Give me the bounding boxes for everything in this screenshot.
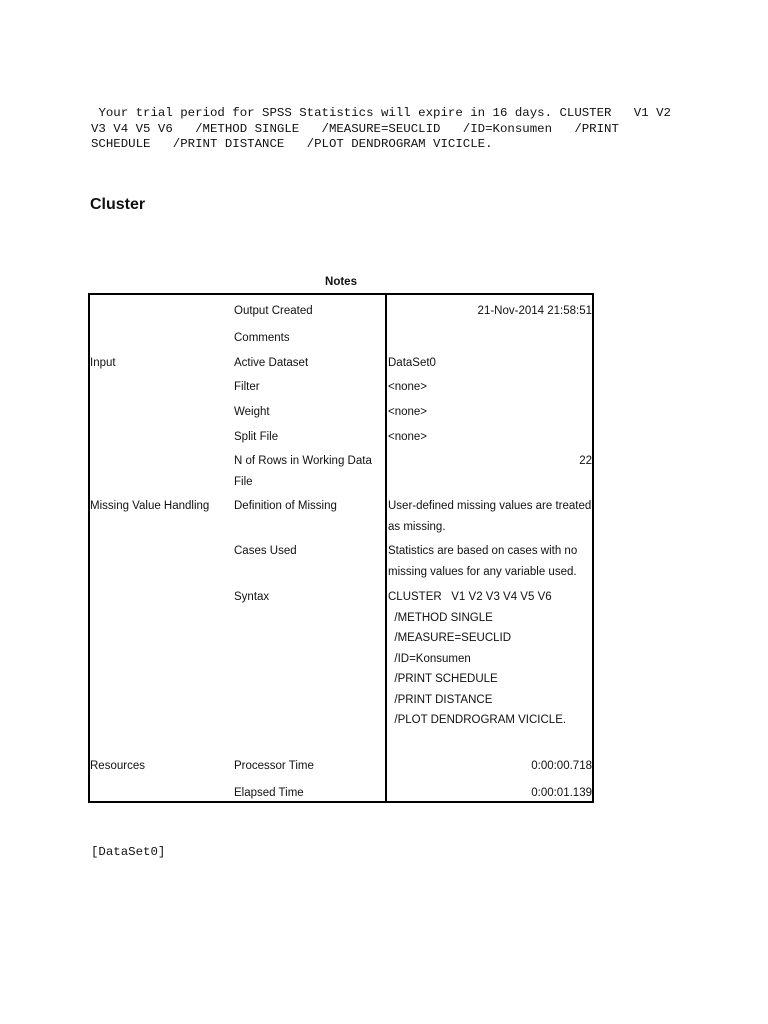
row-value-syntax: CLUSTER V1 V2 V3 V4 V5 V6 /METHOD SINGLE /MEASURE=SEUCLID /ID=Konsumen /PRINT SCHEDULE /PRINT DISTANCE /PLOT DENDROGRAM VICICLE. xyxy=(388,591,567,726)
row-value-processor-time: 0:00:00.718 xyxy=(531,760,592,772)
row-value-n-rows: 22 xyxy=(579,455,592,467)
row-label-weight: Weight xyxy=(234,406,270,418)
section-heading: Cluster xyxy=(90,196,146,213)
row-value-definition-of-missing: User-defined missing values are treated as missing. xyxy=(388,500,592,533)
row-value-active-dataset: DataSet0 xyxy=(388,357,436,369)
group-label-resources: Resources xyxy=(90,760,145,772)
trial-log-text: Your trial period for SPSS Statistics will expire in 16 days. CLUSTER V1 V2 V3 V4 V5 V6 /METHOD SINGLE /MEASURE=SEUCLID /ID=Konsumen /PRINT SCHEDULE /PRINT DISTANCE /PLOT DENDROGRAM VICICLE. xyxy=(91,106,671,151)
group-label-missing: Missing Value Handling xyxy=(90,500,210,512)
row-label-active-dataset: Active Dataset xyxy=(234,357,309,369)
row-value-elapsed-time: 0:00:01.139 xyxy=(531,787,592,799)
row-value-filter: <none> xyxy=(388,381,428,393)
row-label-processor-time: Processor Time xyxy=(234,760,314,772)
table-column-divider xyxy=(385,293,387,803)
row-label-output-created: Output Created xyxy=(234,305,313,317)
row-label-syntax: Syntax xyxy=(234,591,270,603)
group-label-input: Input xyxy=(90,357,116,369)
row-value-split-file: <none> xyxy=(388,431,428,443)
row-label-cases-used: Cases Used xyxy=(234,545,297,557)
row-label-definition-of-missing: Definition of Missing xyxy=(234,500,337,512)
row-value-cases-used: Statistics are based on cases with no missing values for any variable used. xyxy=(388,545,578,578)
dataset-tag: [DataSet0] xyxy=(91,845,166,859)
row-value-output-created: 21-Nov-2014 21:58:51 xyxy=(477,305,592,317)
row-label-split-file: Split File xyxy=(234,431,279,443)
row-label-comments: Comments xyxy=(234,332,290,344)
row-value-weight: <none> xyxy=(388,406,428,418)
row-label-n-rows: N of Rows in Working Data File xyxy=(234,455,372,488)
row-label-elapsed-time: Elapsed Time xyxy=(234,787,304,799)
table-title: Notes xyxy=(325,276,357,288)
row-label-filter: Filter xyxy=(234,381,260,393)
